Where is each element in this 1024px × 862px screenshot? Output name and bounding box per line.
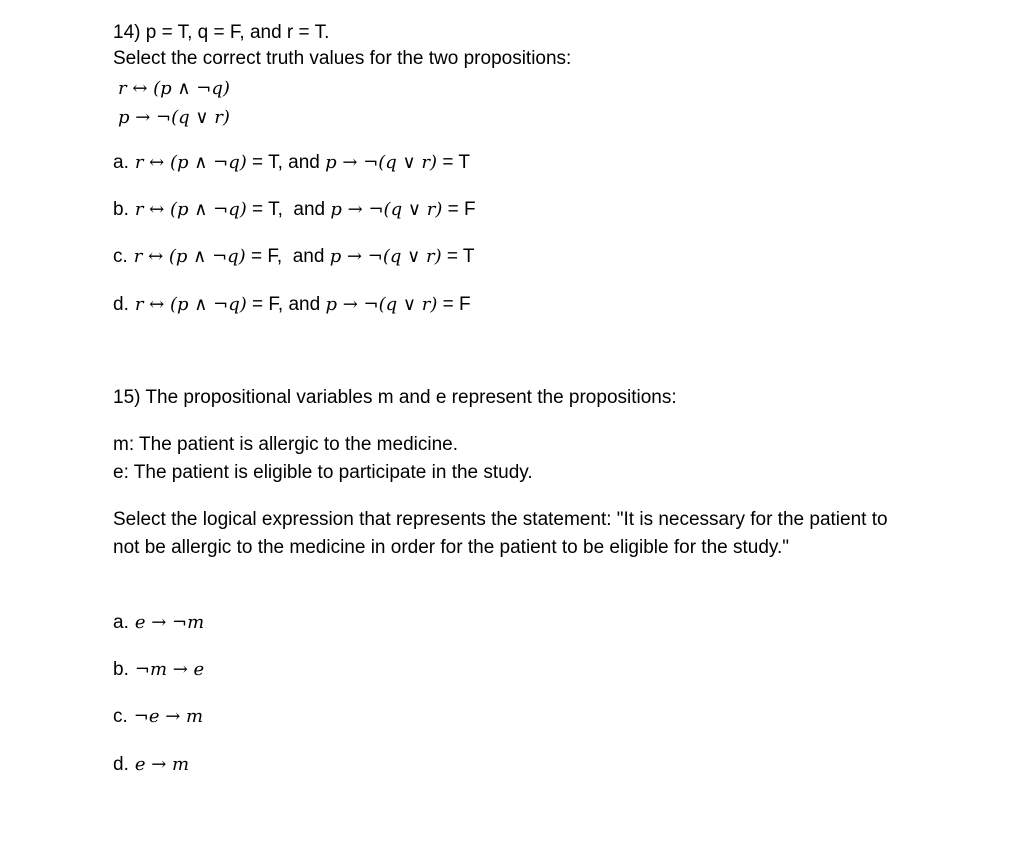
option-letter: c. (113, 706, 128, 727)
q15-header: 15) The propositional variables m and e represent the propositions: (113, 387, 677, 408)
option-expr: ¬m → e (134, 659, 205, 680)
option-letter: b. (113, 659, 129, 680)
option-letter: b. (113, 199, 129, 220)
option-value2: = F (437, 294, 471, 315)
option-value1: = F, and (246, 294, 326, 315)
option-expr2: p → ¬(q ∨ r) (325, 294, 438, 315)
option-value2: = F (442, 199, 476, 220)
option-letter: c. (113, 246, 128, 267)
q15-instruction: Select the logical expression that represents the statement: "It is necessary for the patient to not be allergic to the medicine in order for the patient to be eligible for the study." (113, 509, 888, 558)
q14-option-c[interactable] (113, 244, 475, 270)
option-expr: e → m (134, 754, 190, 775)
option-letter: a. (113, 152, 129, 173)
option-letter: d. (113, 754, 129, 775)
option-expr2: p → ¬(q ∨ r) (325, 152, 438, 173)
option-value2: = T (437, 152, 470, 173)
option-letter: a. (113, 612, 129, 633)
q14-instruction: Select the correct truth values for the two propositions: (113, 48, 572, 69)
q15-e-definition: e: The patient is eligible to participate in the study. (113, 462, 533, 483)
option-expr2: p → ¬(q ∨ r) (329, 246, 442, 267)
option-expr1: r ↔ (p ∧ ¬q) (134, 199, 247, 220)
q14-option-b[interactable] (113, 197, 476, 223)
option-value1: = F, and (245, 246, 330, 267)
q14-header: 14) p = T, q = F, and r = T. (113, 22, 330, 43)
q14-prop1: r ↔ (p ∧ ¬q) (118, 78, 230, 99)
q14-option-d[interactable] (113, 292, 471, 318)
option-expr1: r ↔ (p ∧ ¬q) (134, 152, 247, 173)
option-expr1: r ↔ (p ∧ ¬q) (133, 246, 246, 267)
option-value1: = T, and (246, 199, 331, 220)
option-expr2: p → ¬(q ∨ r) (330, 199, 443, 220)
q14-prop2: p → ¬(q ∨ r) (118, 107, 230, 128)
option-expr: e → ¬m (134, 612, 205, 633)
option-expr1: r ↔ (p ∧ ¬q) (134, 294, 247, 315)
q14-option-a[interactable] (113, 150, 470, 176)
q15-option-c[interactable] (113, 704, 203, 730)
option-value2: = T (441, 246, 475, 267)
q15-option-a[interactable] (113, 610, 204, 636)
option-expr: ¬e → m (133, 706, 204, 727)
q15-option-d[interactable] (113, 752, 189, 778)
q15-option-b[interactable] (113, 657, 204, 683)
option-letter: d. (113, 294, 129, 315)
q15-m-definition: m: The patient is allergic to the medicine. (113, 434, 458, 455)
option-value1: = T, and (246, 152, 326, 173)
